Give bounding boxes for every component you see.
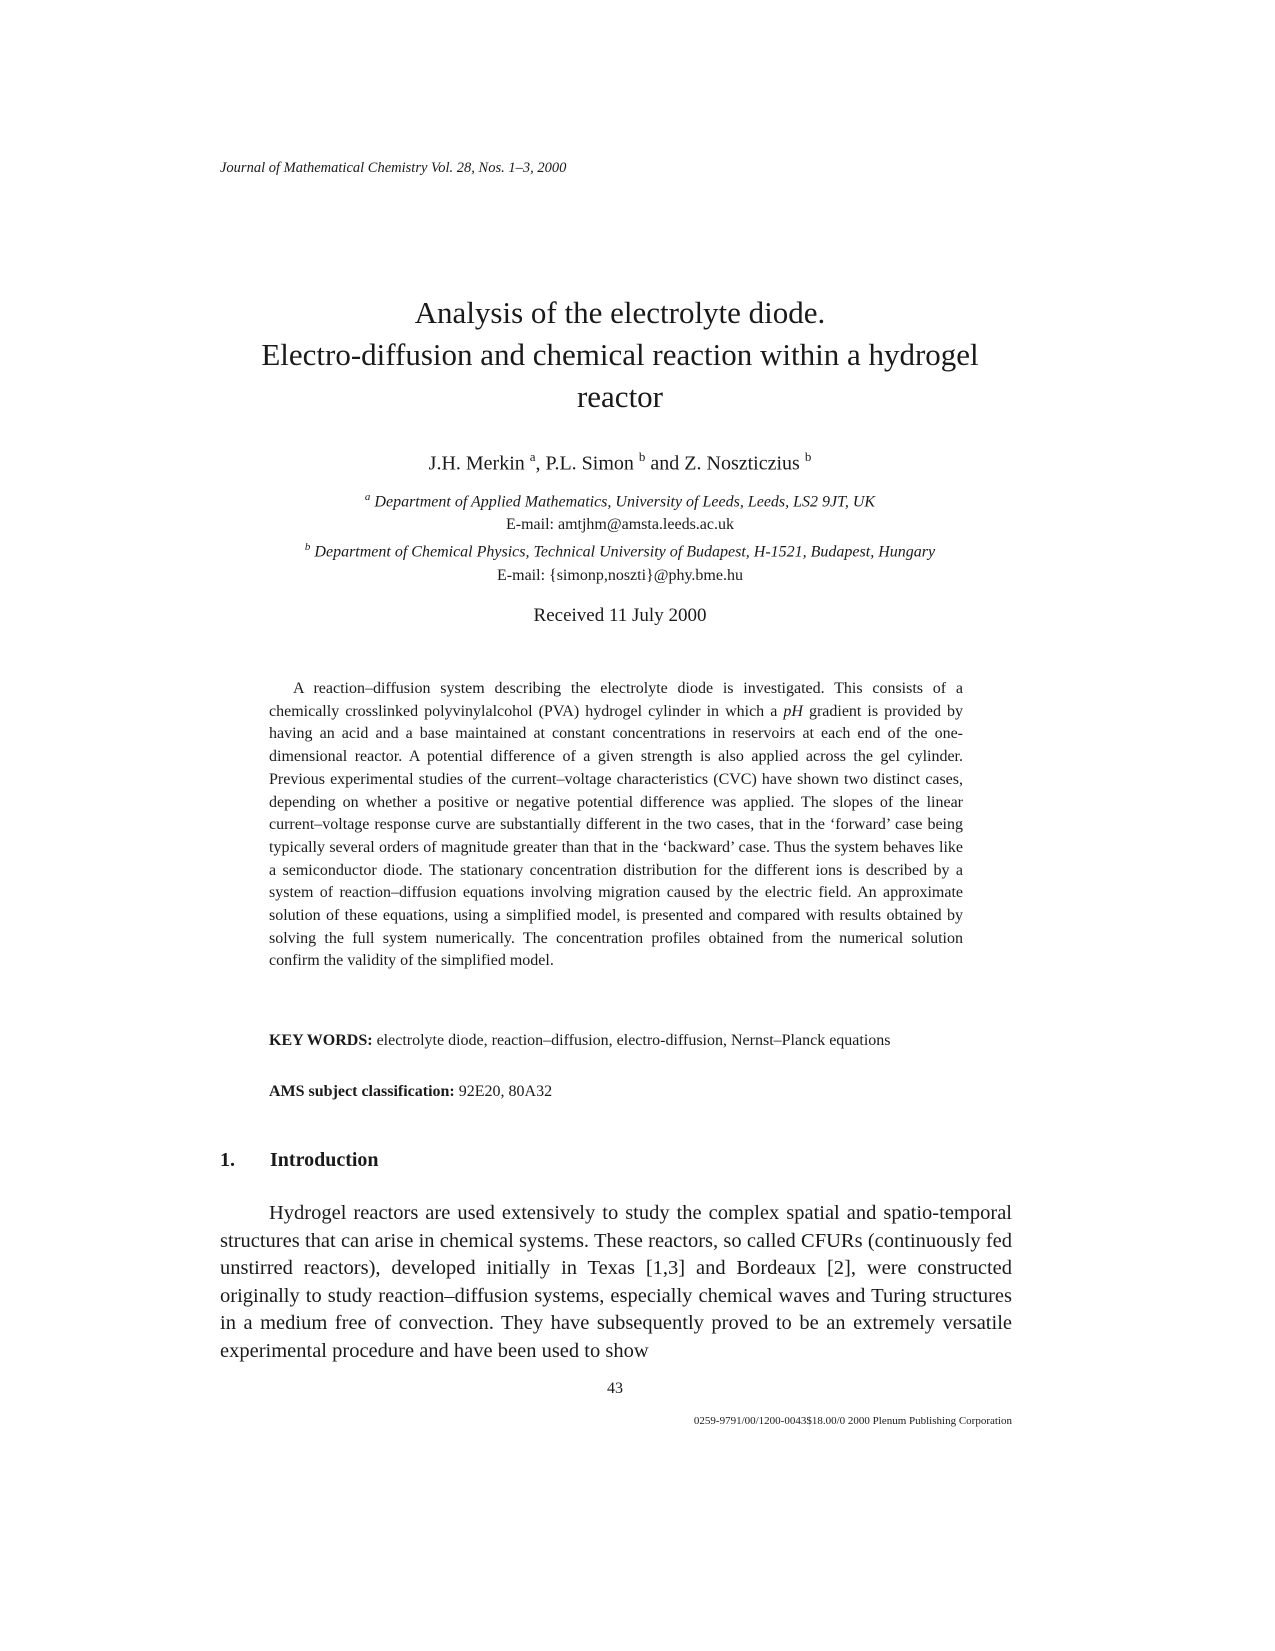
author-separator: , xyxy=(535,452,546,475)
affiliation-text: Department of Chemical Physics, Technical University of Budapest, H-1521, Budapest, Hungary xyxy=(314,543,936,561)
abstract xyxy=(269,678,963,973)
author-name: Z. Noszticzius xyxy=(684,452,800,475)
author-affiliation-mark: b xyxy=(804,449,812,464)
keywords xyxy=(269,1030,963,1053)
affiliation-mark: b xyxy=(304,541,311,554)
affiliation-line xyxy=(200,486,1040,513)
copyright-footer: 0259-9791/00/1200-0043$18.00/0 2000 Plenum Publishing Corporation xyxy=(693,1415,1012,1427)
journal-header: Journal of Mathematical Chemistry Vol. 28, Nos. 1–3, 2000 xyxy=(220,160,567,176)
intro-paragraph: Hydrogel reactors are used extensively to study the complex spatial and spatio-temporal structures that can arise in chemical systems. These reactors, so called CFURs (continuously fed unstirred reactors), developed initially in Texas [1,3] and Bordeaux [2], were constructed originally to study reaction–diffusion systems, especially chemical waves and Turing structures in a medium free of convection. They have subsequently proved to be an extremely versatile experimental procedure and have been used to show xyxy=(220,1202,1012,1362)
title-line-1: Analysis of the electrolyte diode. xyxy=(414,295,826,330)
affiliation-text: Department of Applied Mathematics, University of Leeds, Leeds, LS2 9JT, UK xyxy=(374,493,876,511)
keywords-label: KEY WORDS: xyxy=(269,1032,373,1049)
abstract-text xyxy=(269,678,963,973)
paper-title xyxy=(200,292,1040,418)
affiliations xyxy=(200,486,1040,587)
title-line-3: reactor xyxy=(576,379,664,414)
affiliation-mark: a xyxy=(364,491,371,503)
ams-label: AMS subject classification: xyxy=(269,1083,455,1100)
abstract-ph-symbol: pH xyxy=(783,702,803,720)
title-line-2: Electro-diffusion and chemical reaction within a hydrogel xyxy=(261,337,979,372)
abstract-part-2: gradient is provided by having an acid and a base maintained at constant concentrations in reservoirs at each end of the one-dimensional reactor. A potential difference of a given strength is also applied across the gel cylinder. Previous experimental studies of the current–voltage characteristics (CVC) have shown two distinct cases, depending on whether a positive or negative potential difference was applied. The slopes of the linear current–voltage response curve are substantially different in the two cases, that in the ‘forward’ case being typically several orders of magnitude greater than that in the ‘backward’ case. Thus the system behaves like a semiconductor diode. The stationary concentration distribution for the different ions is described by a system of reaction–diffusion equations involving migration caused by the electric field. An approximate solution of these equations, using a simplified model, is presented and compared with results obtained by solving the full system numerically. The concentration profiles obtained from the numerical solution confirm the validity of the simplified model. xyxy=(269,702,964,970)
author-affiliation-mark: b xyxy=(638,449,646,464)
author-name: P.L. Simon xyxy=(545,452,634,475)
ams-classification xyxy=(269,1083,963,1101)
page-number: 43 xyxy=(607,1380,623,1397)
author-list xyxy=(200,450,1040,476)
author-separator: and xyxy=(645,452,685,475)
affiliation-email: E-mail: amtjhm@amsta.leeds.ac.uk xyxy=(506,516,734,534)
ams-text: 92E20, 80A32 xyxy=(454,1083,553,1100)
keywords-text: electrolyte diode, reaction–diffusion, electro-diffusion, Nernst–Planck equations xyxy=(372,1032,891,1049)
affiliation-email: E-mail: {simonp,noszti}@phy.bme.hu xyxy=(497,566,743,584)
author-name: J.H. Merkin xyxy=(428,452,525,475)
abstract-part-1: A reaction–diffusion system describing the electrolyte diode is investigated. This consists of a chemically crosslinked polyvinylalcohol (PVA) hydrogel cylinder in which a xyxy=(269,680,963,720)
section-number: 1. xyxy=(220,1149,235,1171)
affiliation-line xyxy=(200,536,1040,563)
section-title: Introduction xyxy=(270,1149,379,1171)
received-date: Received 11 July 2000 xyxy=(533,605,707,626)
section-heading xyxy=(220,1149,379,1172)
author-affiliation-mark: a xyxy=(529,449,536,464)
